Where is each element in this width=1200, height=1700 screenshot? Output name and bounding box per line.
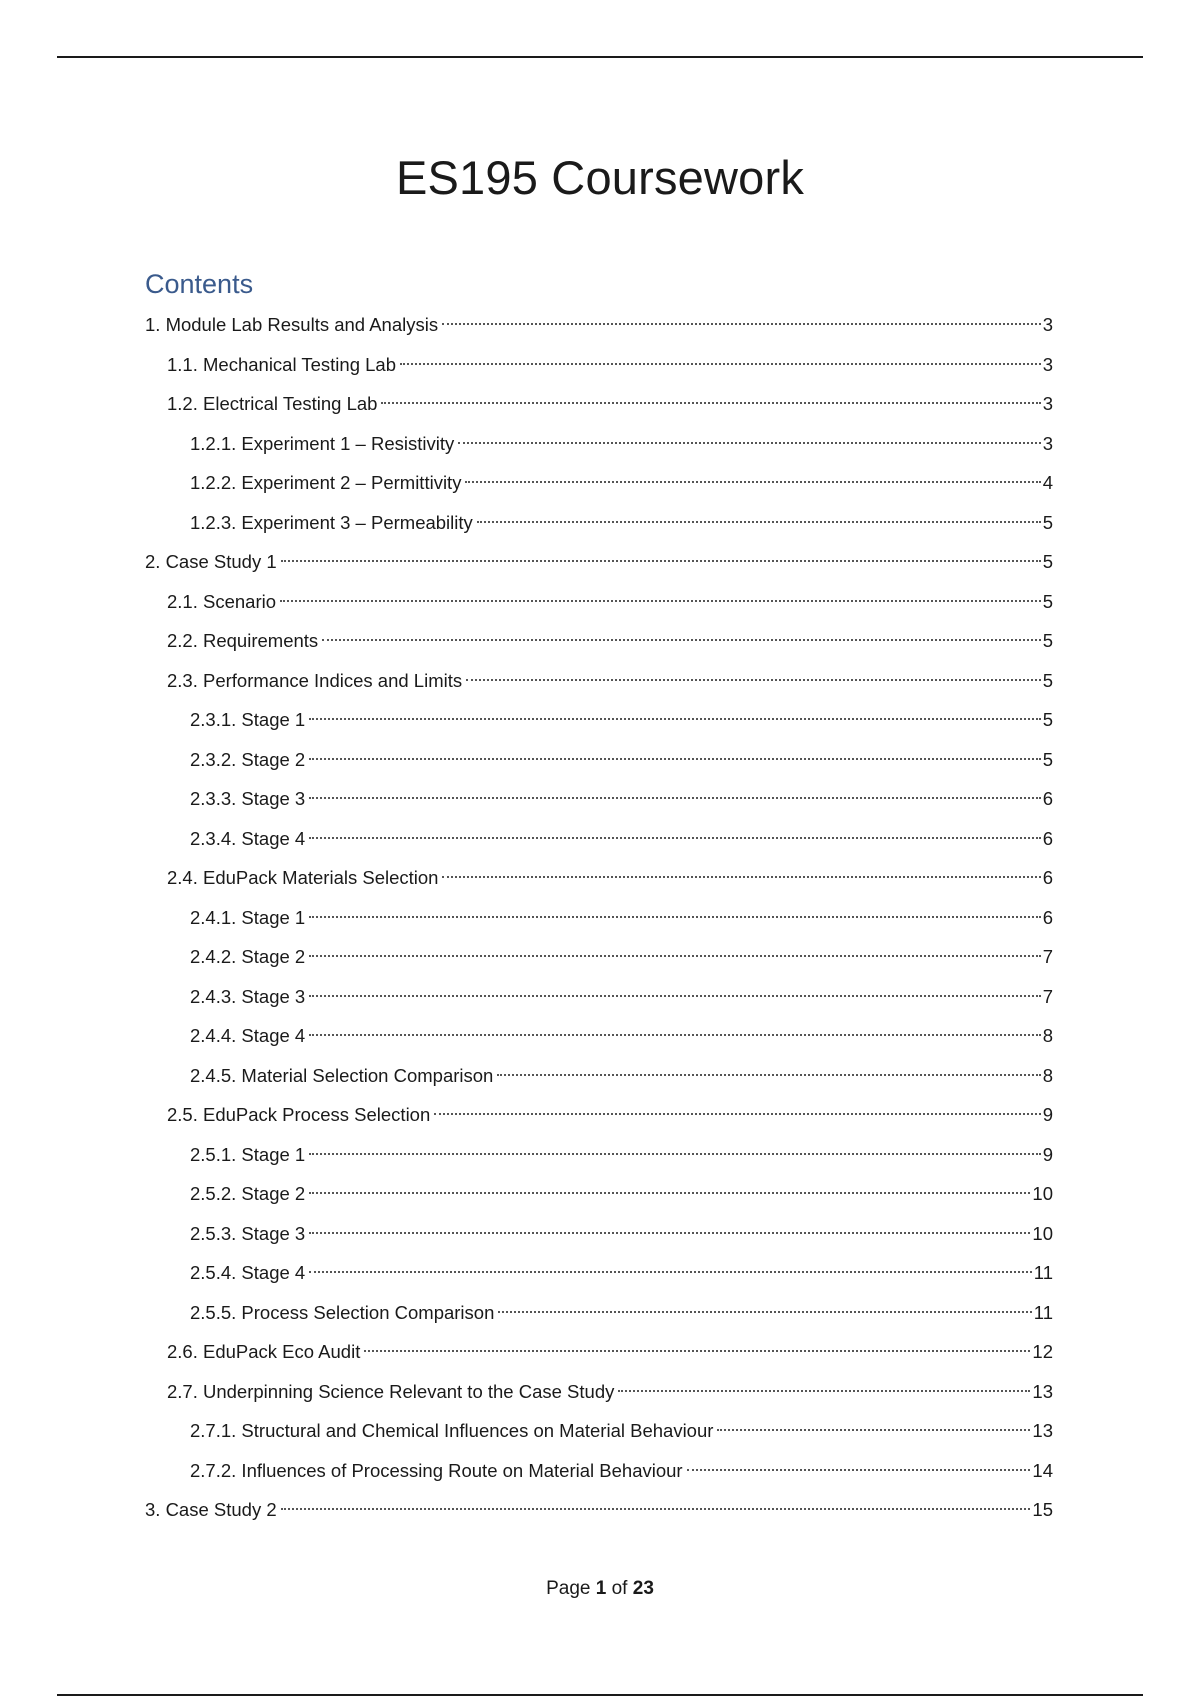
- toc-dot-leader: [281, 1508, 1031, 1510]
- toc-entry[interactable]: [145, 1490, 1053, 1530]
- toc-entry-page-number: 6: [1042, 867, 1053, 888]
- toc-entry[interactable]: [145, 384, 1053, 424]
- footer-page-word: Page: [546, 1578, 591, 1599]
- toc-entry-title: 2.5.1. Stage 1: [190, 1143, 306, 1165]
- toc-dot-leader: [309, 955, 1041, 957]
- toc-dot-leader: [309, 718, 1041, 720]
- toc-entry-page-number: 10: [1032, 1183, 1053, 1204]
- toc-entry[interactable]: [145, 1016, 1053, 1056]
- toc-entry[interactable]: [145, 1056, 1053, 1096]
- toc-entry-title: 2.4.5. Material Selection Comparison: [190, 1064, 494, 1086]
- toc-entry-page-number: 9: [1042, 1104, 1053, 1125]
- toc-entry[interactable]: [145, 1135, 1053, 1175]
- toc-entry-page-number: 6: [1042, 906, 1053, 928]
- toc-entry-title: 2.3.2. Stage 2: [190, 748, 306, 770]
- table-of-contents: [145, 305, 1053, 1530]
- toc-entry-title: 1.2.2. Experiment 2 – Permittivity: [190, 472, 462, 493]
- toc-entry-page-number: 6: [1042, 788, 1053, 809]
- toc-entry[interactable]: [145, 661, 1053, 701]
- toc-entry[interactable]: [145, 779, 1053, 819]
- toc-dot-leader: [477, 521, 1041, 523]
- toc-entry[interactable]: [145, 305, 1053, 345]
- toc-entry-page-number: 5: [1042, 669, 1053, 691]
- toc-dot-leader: [687, 1469, 1031, 1471]
- toc-entry[interactable]: [145, 1253, 1053, 1293]
- toc-dot-leader: [309, 797, 1041, 799]
- toc-entry[interactable]: [145, 977, 1053, 1017]
- toc-dot-leader: [400, 363, 1041, 365]
- toc-dot-leader: [309, 837, 1041, 839]
- toc-entry-page-number: 5: [1042, 590, 1053, 612]
- toc-entry-title: 2.5.3. Stage 3: [190, 1222, 306, 1244]
- toc-entry-title: 2.3.4. Stage 4: [190, 827, 306, 849]
- toc-entry-title: 2.7. Underpinning Science Relevant to the Case Study: [167, 1380, 615, 1402]
- toc-entry-title: 2.5.4. Stage 4: [190, 1262, 306, 1283]
- toc-dot-leader: [458, 442, 1040, 444]
- toc-entry[interactable]: [145, 700, 1053, 740]
- contents-heading: Contents: [145, 269, 254, 299]
- toc-dot-leader: [442, 876, 1040, 878]
- toc-dot-leader: [434, 1113, 1040, 1115]
- toc-entry-page-number: 11: [1033, 1301, 1053, 1323]
- toc-entry-page-number: 3: [1042, 314, 1053, 335]
- toc-entry-page-number: 10: [1032, 1222, 1053, 1244]
- toc-entry-page-number: 13: [1032, 1380, 1053, 1402]
- toc-entry[interactable]: [145, 345, 1053, 385]
- toc-dot-leader: [309, 758, 1041, 760]
- toc-entry-page-number: 5: [1042, 630, 1053, 651]
- toc-dot-leader: [466, 679, 1041, 681]
- toc-entry[interactable]: [145, 1451, 1053, 1491]
- toc-entry-title: 1.2.3. Experiment 3 – Permeability: [190, 511, 473, 533]
- toc-dot-leader: [322, 639, 1041, 641]
- toc-entry[interactable]: [145, 1332, 1053, 1372]
- toc-dot-leader: [309, 1192, 1030, 1194]
- toc-entry-title: 2.4. EduPack Materials Selection: [167, 867, 439, 888]
- toc-entry-page-number: 5: [1042, 551, 1053, 572]
- bottom-rule: [57, 1694, 1143, 1696]
- toc-entry[interactable]: [145, 424, 1053, 464]
- toc-entry-page-number: 8: [1042, 1025, 1053, 1046]
- toc-dot-leader: [309, 916, 1041, 918]
- toc-entry-title: 3. Case Study 2: [145, 1499, 277, 1520]
- toc-entry[interactable]: [145, 1293, 1053, 1333]
- toc-entry-page-number: 13: [1032, 1420, 1053, 1441]
- toc-entry-title: 1.1. Mechanical Testing Lab: [167, 353, 397, 375]
- toc-dot-leader: [309, 1034, 1041, 1036]
- toc-entry-title: 2.1. Scenario: [167, 590, 277, 612]
- toc-entry-title: 2.7.2. Influences of Processing Route on Material Behaviour: [190, 1459, 683, 1481]
- toc-entry-page-number: 14: [1032, 1459, 1053, 1481]
- toc-entry[interactable]: [145, 1095, 1053, 1135]
- toc-dot-leader: [309, 1232, 1030, 1234]
- toc-entry[interactable]: [145, 819, 1053, 859]
- toc-entry[interactable]: [145, 621, 1053, 661]
- toc-entry[interactable]: [145, 1174, 1053, 1214]
- toc-dot-leader: [618, 1390, 1030, 1392]
- document-title: ES195 Coursework: [395, 151, 805, 204]
- toc-entry-page-number: 3: [1042, 353, 1053, 375]
- top-rule: [57, 56, 1143, 58]
- toc-entry[interactable]: [145, 1214, 1053, 1254]
- toc-dot-leader: [364, 1350, 1030, 1352]
- toc-dot-leader: [381, 402, 1040, 404]
- toc-entry-title: 2.4.3. Stage 3: [190, 985, 306, 1007]
- toc-entry-title: 2.5.2. Stage 2: [190, 1183, 306, 1204]
- toc-entry-title: 2.4.1. Stage 1: [190, 906, 306, 928]
- toc-dot-leader: [309, 1271, 1032, 1273]
- toc-entry-title: 2. Case Study 1: [145, 551, 277, 572]
- toc-dot-leader: [281, 560, 1041, 562]
- toc-entry-title: 2.5. EduPack Process Selection: [167, 1104, 431, 1125]
- toc-entry[interactable]: [145, 503, 1053, 543]
- toc-dot-leader: [280, 600, 1041, 602]
- toc-entry[interactable]: [145, 937, 1053, 977]
- toc-entry-title: 1. Module Lab Results and Analysis: [145, 314, 439, 335]
- toc-entry-page-number: 5: [1042, 511, 1053, 533]
- toc-entry-page-number: 7: [1042, 985, 1053, 1007]
- toc-entry-title: 2.5.5. Process Selection Comparison: [190, 1301, 495, 1323]
- toc-entry[interactable]: [145, 1411, 1053, 1451]
- toc-dot-leader: [497, 1074, 1040, 1076]
- toc-entry[interactable]: [145, 582, 1053, 622]
- toc-entry-page-number: 3: [1042, 432, 1053, 454]
- toc-entry-page-number: 3: [1042, 393, 1053, 414]
- toc-dot-leader: [442, 323, 1041, 325]
- toc-entry[interactable]: [145, 1372, 1053, 1412]
- toc-entry[interactable]: [145, 858, 1053, 898]
- toc-entry-title: 1.2. Electrical Testing Lab: [167, 393, 378, 414]
- toc-entry-page-number: 6: [1042, 827, 1053, 849]
- toc-entry-page-number: 8: [1042, 1064, 1053, 1086]
- footer-total-pages: 23: [632, 1578, 654, 1599]
- toc-entry-title: 2.3. Performance Indices and Limits: [167, 669, 463, 691]
- toc-entry[interactable]: [145, 542, 1053, 582]
- toc-entry-title: 2.3.1. Stage 1: [190, 709, 306, 730]
- toc-entry-page-number: 12: [1032, 1341, 1053, 1362]
- footer-of-word: of: [611, 1578, 628, 1599]
- toc-dot-leader: [498, 1311, 1031, 1313]
- toc-entry-title: 1.2.1. Experiment 1 – Resistivity: [190, 432, 455, 454]
- toc-dot-leader: [717, 1429, 1030, 1431]
- toc-entry-title: 2.2. Requirements: [167, 630, 319, 651]
- toc-entry-page-number: 5: [1042, 709, 1053, 730]
- toc-dot-leader: [309, 1153, 1041, 1155]
- toc-entry-page-number: 5: [1042, 748, 1053, 770]
- toc-entry-page-number: 15: [1032, 1499, 1053, 1520]
- toc-entry-title: 2.4.4. Stage 4: [190, 1025, 306, 1046]
- toc-dot-leader: [465, 481, 1040, 483]
- toc-entry-page-number: 11: [1033, 1262, 1053, 1283]
- page-footer: [0, 1578, 1200, 1600]
- toc-entry[interactable]: [145, 898, 1053, 938]
- toc-entry-title: 2.3.3. Stage 3: [190, 788, 306, 809]
- toc-entry-page-number: 7: [1042, 946, 1053, 967]
- toc-entry-page-number: 4: [1042, 472, 1053, 493]
- toc-entry-title: 2.6. EduPack Eco Audit: [167, 1341, 361, 1362]
- toc-entry-title: 2.4.2. Stage 2: [190, 946, 306, 967]
- toc-entry-title: 2.7.1. Structural and Chemical Influences on Material Behaviour: [190, 1420, 714, 1441]
- toc-dot-leader: [309, 995, 1041, 997]
- toc-entry[interactable]: [145, 740, 1053, 780]
- footer-current-page: 1: [595, 1578, 607, 1599]
- toc-entry[interactable]: [145, 463, 1053, 503]
- toc-entry-page-number: 9: [1042, 1143, 1053, 1165]
